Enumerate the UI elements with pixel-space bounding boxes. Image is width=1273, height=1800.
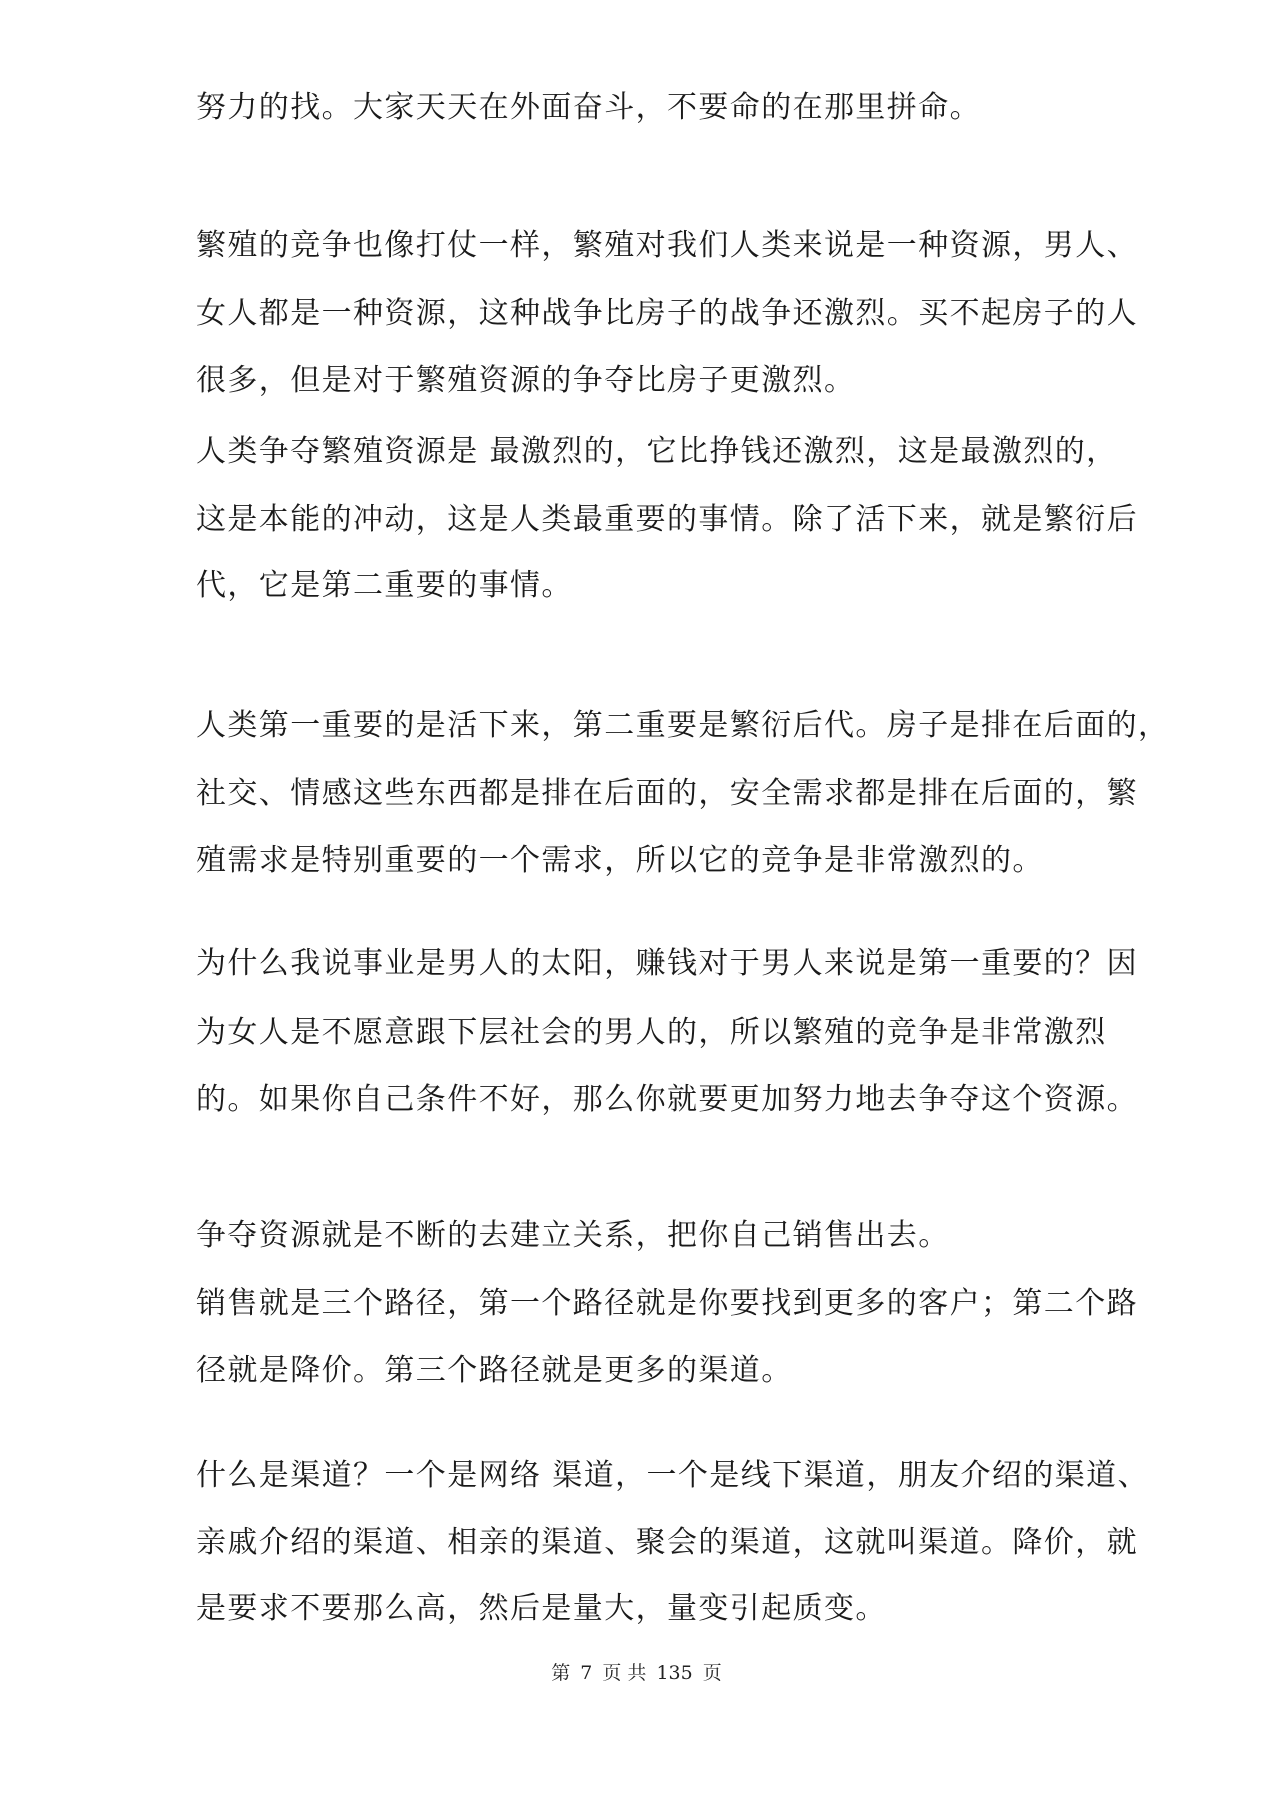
paragraph-5-line-2: 为女人是不愿意跟下层社会的男人的，所以繁殖的竞争是非常激烈	[196, 1015, 1107, 1050]
paragraph-2-line-2: 女人都是一种资源，这种战争比房子的战争还激烈。买不起房子的人	[196, 296, 1138, 331]
total-page-count: 135	[656, 1662, 693, 1684]
footer-middle: 页 共	[602, 1662, 647, 1684]
paragraph-5-line-3: 的。如果你自己条件不好，那么你就要更加努力地去争夺这个资源。	[196, 1082, 1138, 1117]
paragraph-3-line-2: 这是本能的冲动，这是人类最重要的事情。除了活下来，就是繁衍后	[196, 502, 1138, 537]
paragraph-8-line-1: 什么是渠道？一个是网络 渠道，一个是线下渠道，朋友介绍的渠道、	[196, 1458, 1149, 1493]
paragraph-6-line-1: 争夺资源就是不断的去建立关系，把你自己销售出去。	[196, 1218, 950, 1253]
paragraph-5-line-1: 为什么我说事业是男人的太阳，赚钱对于男人来说是第一重要的？因	[196, 946, 1138, 981]
paragraph-8-line-3: 是要求不要那么高，然后是量大，量变引起质变。	[196, 1591, 887, 1626]
current-page-number: 7	[580, 1662, 593, 1684]
paragraph-2-line-3: 很多，但是对于繁殖资源的争夺比房子更激烈。	[196, 363, 856, 398]
footer-suffix: 页	[702, 1662, 722, 1684]
footer-prefix: 第	[551, 1662, 571, 1684]
paragraph-7-line-1: 销售就是三个路径，第一个路径就是你要找到更多的客户；第二个路	[196, 1286, 1138, 1321]
paragraph-3-line-3: 代，它是第二重要的事情。	[196, 568, 573, 603]
paragraph-3-line-1: 人类争夺繁殖资源是 最激烈的，它比挣钱还激烈，这是最激烈的，	[196, 434, 1118, 469]
paragraph-1-line-1: 努力的找。大家天天在外面奋斗，不要命的在那里拼命。	[196, 90, 981, 125]
paragraph-7-line-2: 径就是降价。第三个路径就是更多的渠道。	[196, 1353, 793, 1388]
paragraph-4-line-1: 人类第一重要的是活下来，第二重要是繁衍后代。房子是排在后面的，	[196, 708, 1170, 743]
paragraph-4-line-3: 殖需求是特别重要的一个需求，所以它的竞争是非常激烈的。	[196, 843, 1044, 878]
paragraph-4-line-2: 社交、情感这些东西都是排在后面的，安全需求都是排在后面的，繁	[196, 776, 1138, 811]
page-footer	[0, 1660, 1273, 1686]
paragraph-2-line-1: 繁殖的竞争也像打仗一样，繁殖对我们人类来说是一种资源，男人、	[196, 228, 1138, 263]
paragraph-8-line-2: 亲戚介绍的渠道、相亲的渠道、聚会的渠道，这就叫渠道。降价，就	[196, 1525, 1138, 1560]
